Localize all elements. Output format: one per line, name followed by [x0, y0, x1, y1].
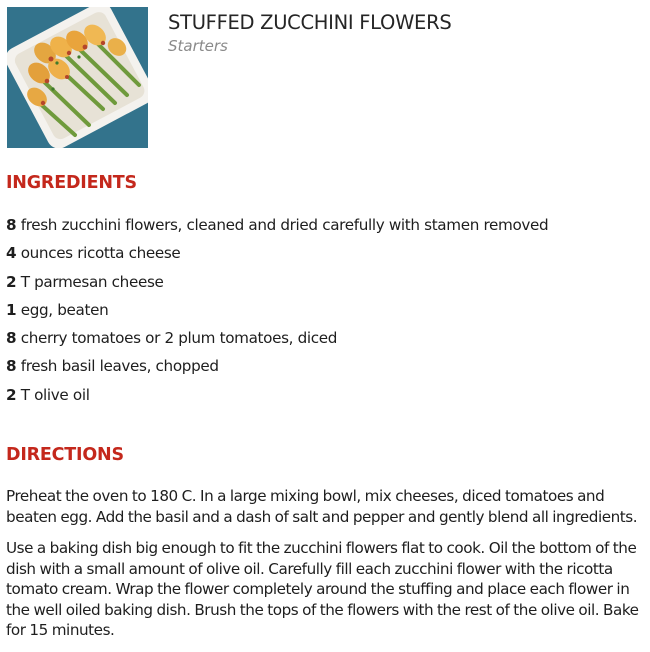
ingredient-quantity: 8 [6, 329, 17, 348]
direction-paragraph: Use a baking dish big enough to fit the zucchini flowers flat to cook. Oil the bottom of the dish with a small amount of olive oil. Carefully fill each zucchini flower with the ricotta tomato cream. Wrap the flower completely around the stuffing and place each flower in the well oiled baking dish. Brush the tops of the flowers with the rest of the olive oil. Bake for 15 minutes. [6, 539, 639, 639]
ingredient-item [6, 213, 548, 241]
ingredient-text: egg, beaten [16, 300, 109, 319]
ingredient-item [6, 298, 548, 326]
direction-paragraph: Preheat the oven to 180 C. In a large mixing bowl, mix cheeses, diced tomatoes and beaten egg. Add the basil and a dash of salt and pepper and gently blend all ingredients. [6, 487, 638, 526]
ingredient-quantity: 4 [6, 244, 17, 263]
ingredient-quantity: 2 [6, 385, 17, 404]
ingredient-text: fresh basil leaves, chopped [16, 357, 219, 376]
ingredients-list [6, 213, 548, 411]
ingredient-text: cherry tomatoes or 2 plum tomatoes, diced [16, 329, 338, 348]
ingredient-quantity: 8 [6, 357, 17, 376]
ingredients-heading: INGREDIENTS [6, 173, 137, 193]
ingredient-item [6, 354, 548, 382]
recipe-category: Starters [168, 37, 228, 55]
ingredient-quantity: 2 [6, 272, 17, 291]
ingredient-item [6, 241, 548, 269]
ingredient-quantity: 1 [6, 300, 17, 319]
directions-heading: DIRECTIONS [6, 445, 124, 465]
ingredient-quantity: 8 [6, 216, 17, 234]
recipe-title: STUFFED ZUCCHINI FLOWERS [168, 11, 452, 34]
recipe-photo [7, 7, 148, 148]
ingredient-item [6, 383, 548, 411]
ingredient-item [6, 326, 548, 354]
ingredient-text: fresh zucchini flowers, cleaned and dried carefully with stamen removed [16, 216, 549, 234]
ingredient-text: ounces ricotta cheese [16, 244, 181, 263]
ingredient-text: T parmesan cheese [16, 272, 164, 291]
directions-body [6, 486, 646, 652]
ingredient-text: T olive oil [16, 385, 90, 404]
ingredient-item [6, 270, 548, 298]
